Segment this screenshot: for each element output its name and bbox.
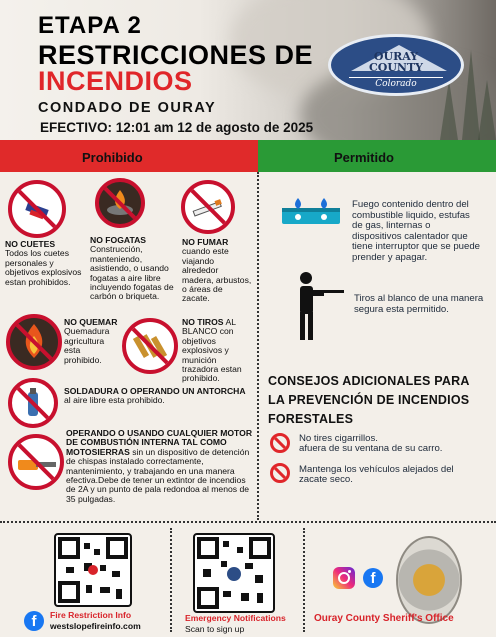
emergency-sub: Scan to sign up bbox=[185, 624, 245, 634]
shooter-icon bbox=[290, 270, 346, 342]
fire-info-url[interactable]: westslopefireinfo.com bbox=[50, 621, 141, 631]
advice-title: CONSEJOS ADICIONALES PARA LA PREVENCIÓN DE INCENDIOS FORESTALES bbox=[268, 374, 470, 426]
prohibited-item: OPERANDO O USANDO CUALQUIER MOTOR DE COMBUSTIÓN INTERNA TAL COMO MOTOSIERRAS sin un dispositivo de detención de chispas instalado correctamente, mantenimiento, y trabajando en una manera efectiva.Debe de tener un extintor de incendios de 2A y un punto de pala redondoa al menos de 35 pulgadas. bbox=[66, 428, 253, 504]
tree-silhouette bbox=[440, 80, 458, 140]
instagram-icon[interactable] bbox=[333, 567, 355, 589]
facebook-icon[interactable]: f bbox=[24, 611, 44, 631]
footer-divider bbox=[170, 528, 172, 632]
seal-text: OURAY COUNTY bbox=[368, 50, 424, 74]
prohibited-item: NO FUMAR cuando este viajando alrededor madera, arbustos, o áreas de zacate. bbox=[182, 237, 252, 304]
flames-icon bbox=[6, 314, 62, 370]
permitted-item-text: Tiros al blanco de una manera segura esta permitido. bbox=[354, 293, 484, 315]
advice-tip: No tires cigarrillos. afuera de su ventana de su carro. bbox=[299, 433, 443, 455]
emergency-title: Emergency Notifications bbox=[185, 613, 286, 623]
qr-code-emergency[interactable] bbox=[193, 533, 275, 613]
facebook-icon[interactable]: f bbox=[363, 568, 383, 588]
no-symbol-icon bbox=[270, 463, 290, 483]
fireworks-icon bbox=[8, 180, 66, 238]
sheriff-office-title: Ouray County Sheriff's Office bbox=[314, 613, 454, 624]
tree-silhouette bbox=[478, 80, 496, 140]
fire-info-title: Fire Restriction Info bbox=[50, 610, 132, 620]
page-title-accent: INCENDIOS bbox=[38, 66, 193, 96]
effective-date: EFECTIVO: 12:01 am 12 de agosto de 2025 bbox=[40, 120, 314, 135]
cigarette-icon bbox=[181, 180, 235, 234]
chainsaw-icon bbox=[8, 434, 64, 490]
footer-divider bbox=[0, 521, 496, 523]
campfire-icon bbox=[95, 178, 145, 228]
footer-divider bbox=[303, 528, 305, 632]
advice-tip: Mantenga los vehículos alejados del zacate seco. bbox=[299, 464, 454, 486]
seal-script: Colorado bbox=[375, 79, 417, 89]
sheriff-badge-logo bbox=[396, 536, 462, 624]
column-divider bbox=[257, 172, 259, 520]
page-title: RESTRICCIONES DE bbox=[38, 40, 314, 70]
prohibited-item: NO QUEMAR Quemadura agricultura esta prohibido. bbox=[64, 317, 118, 365]
prohibited-item: NO TIROS AL BLANCO con objetivos explosivos y munición trazadora estan prohibido. bbox=[182, 317, 242, 384]
county-name: CONDADO DE OURAY bbox=[38, 100, 217, 116]
torch-icon bbox=[8, 378, 58, 428]
county-seal-logo bbox=[328, 34, 464, 96]
qr-code-fire-info[interactable] bbox=[54, 533, 132, 607]
prohibited-item: SOLDADURA O OPERANDO UN ANTORCHA al aire libre esta prohibido. bbox=[64, 386, 246, 406]
prohibited-item: NO FOGATAS Construcción, manteniendo, asistiendo, o usando fogatas a aire libre incluyendo fogatas de carbón o briqueta. bbox=[90, 235, 174, 302]
permitted-label: Permitido bbox=[334, 150, 394, 165]
bullets-icon bbox=[122, 318, 178, 374]
prohibited-label: Prohibido bbox=[82, 150, 143, 165]
gas-stove-icon bbox=[280, 196, 342, 226]
stage-label: ETAPA 2 bbox=[38, 12, 142, 39]
no-symbol-icon bbox=[270, 433, 290, 453]
permitted-item-text: Fuego contenido dentro del combustible liquido, estufas de gas, linternas o dispositivos calentador que tiene interruptor que se puede prender y apagar. bbox=[352, 199, 481, 263]
prohibited-item: NO CUETES Todos los cuetes personales y objetivos explosivos estan prohibidos. bbox=[5, 239, 82, 287]
